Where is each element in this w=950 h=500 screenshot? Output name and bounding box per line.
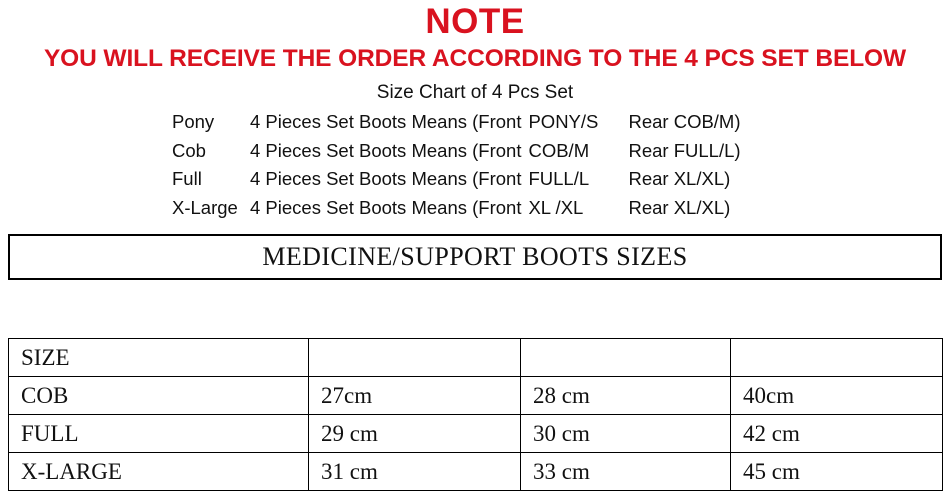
set-size-label: Full (172, 168, 202, 189)
banner-text: MEDICINE/SUPPORT BOOTS SIZES (262, 242, 688, 271)
set-description: 4 Pieces Set Boots Means (Front (250, 111, 522, 132)
set-rear-value: Rear COB/M) (628, 111, 741, 132)
set-size-label: Pony (172, 111, 215, 132)
set-size-label: X-Large (172, 196, 238, 218)
table-header-cell (309, 339, 521, 377)
table-cell: 30 cm (521, 415, 731, 453)
table-header-cell: SIZE (9, 339, 309, 377)
vertical-spacer (0, 280, 950, 338)
table-cell: 31 cm (309, 453, 521, 491)
table-cell: COB (9, 377, 309, 415)
measurements-table (8, 338, 943, 491)
table-cell: 33 cm (521, 453, 731, 491)
set-description: 4 Pieces Set Boots Means (Front (250, 139, 522, 161)
set-front-value: PONY/S (528, 111, 599, 132)
set-rear-value: Rear XL/XL) (628, 196, 731, 218)
table-cell: 27cm (309, 377, 521, 415)
table-cell: 29 cm (309, 415, 521, 453)
table-cell: FULL (9, 415, 309, 453)
list-item (172, 165, 950, 194)
table-cell: 42 cm (731, 415, 943, 453)
table-row (9, 415, 943, 453)
set-front-value: FULL/L (528, 168, 590, 189)
set-description: 4 Pieces Set Boots Means (Front (250, 196, 522, 218)
boots-sizes-banner (8, 234, 942, 280)
table-header-cell (731, 339, 943, 377)
set-rear-value: Rear XL/XL) (628, 168, 731, 189)
size-chart-heading: Size Chart of 4 Pcs Set (376, 82, 574, 103)
set-rear-value: Rear FULL/L) (628, 139, 741, 161)
table-header-row (9, 339, 943, 377)
table-row (9, 377, 943, 415)
table-cell: 45 cm (731, 453, 943, 491)
set-size-label: Cob (172, 139, 206, 161)
set-front-value: COB/M (528, 139, 590, 161)
table-cell: X-LARGE (9, 453, 309, 491)
list-item (172, 194, 950, 223)
note-subtitle: YOU WILL RECEIVE THE ORDER ACCORDING TO THE 4 PCS SET BELOW (43, 45, 907, 72)
table-row (9, 453, 943, 491)
set-description: 4 Pieces Set Boots Means (Front (250, 168, 522, 189)
set-description-list (0, 108, 950, 222)
set-front-value: XL /XL (528, 196, 584, 218)
size-chart-page (0, 2, 950, 500)
table-cell: 40cm (731, 377, 943, 415)
list-item (172, 108, 950, 137)
table-cell: 28 cm (521, 377, 731, 415)
list-item (172, 137, 950, 166)
table-header-cell (521, 339, 731, 377)
note-title: NOTE (425, 2, 525, 41)
